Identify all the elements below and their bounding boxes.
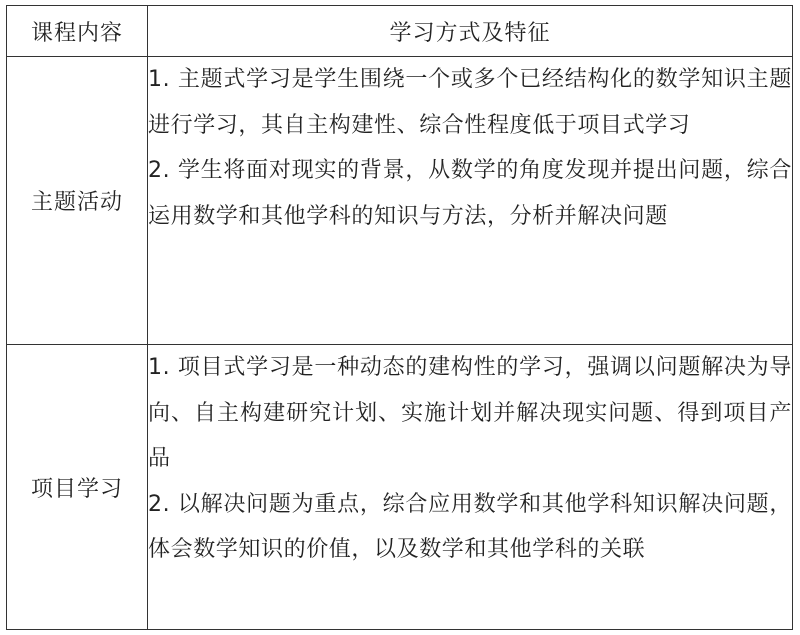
table-header-row — [7, 6, 793, 57]
content-item: 2. 以解决问题为重点，综合应用数学和其他学科知识解决问题，体会数学知识的价值，以及数学和其他学科的关联 — [148, 491, 792, 562]
curriculum-table — [6, 5, 793, 630]
header-course-content: 课程内容 — [7, 6, 148, 57]
row-content-project-learning — [148, 345, 793, 630]
header-learning-method: 学习方式及特征 — [148, 6, 793, 57]
table-row — [7, 345, 793, 630]
table-row — [7, 57, 793, 345]
row-label-theme-activity: 主题活动 — [7, 57, 148, 345]
row-content-theme-activity — [148, 57, 793, 345]
content-item: 1. 项目式学习是一种动态的建构性的学习，强调以问题解决为导向、自主构建研究计划、实施计划并解决现实问题、得到项目产品 — [148, 355, 792, 471]
content-item: 1. 主题式学习是学生围绕一个或多个已经结构化的数学知识主题进行学习，其自主构建性、综合性程度低于项目式学习 — [148, 67, 792, 138]
content-item: 2. 学生将面对现实的背景，从数学的角度发现并提出问题，综合运用数学和其他学科的知识与方法，分析并解决问题 — [148, 158, 792, 229]
row-label-project-learning: 项目学习 — [7, 345, 148, 630]
